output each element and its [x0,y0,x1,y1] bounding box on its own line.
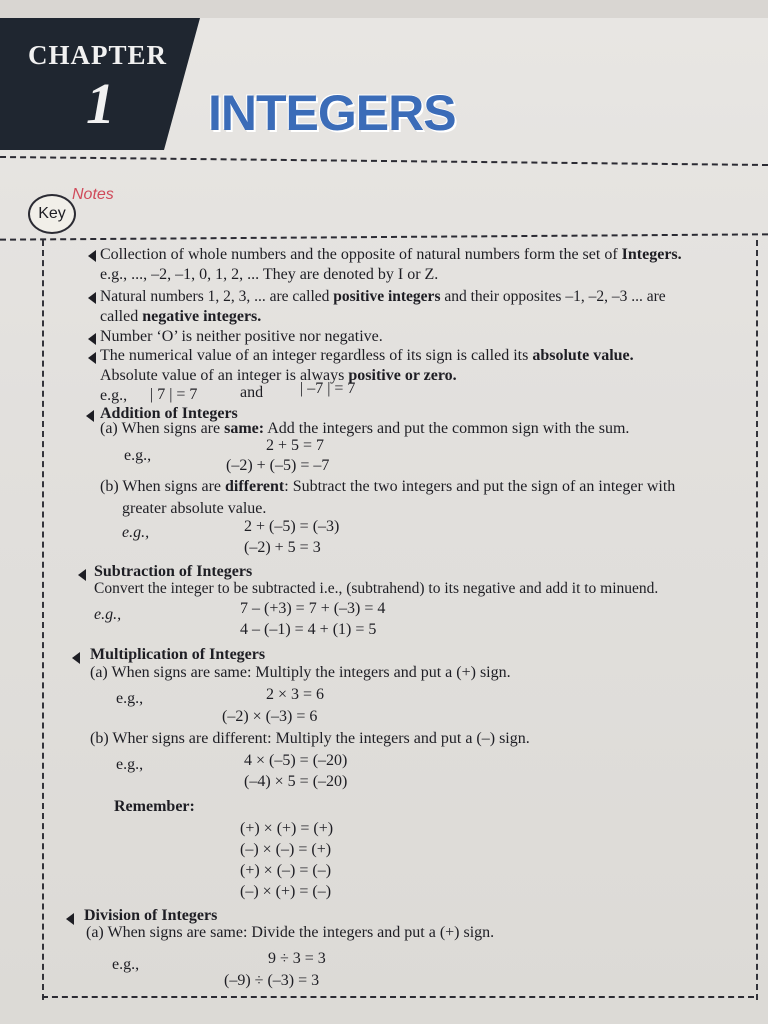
subtraction-heading: Subtraction of Integers [94,563,253,580]
note-integers-definition: Collection of whole numbers and the opposite of natural numbers form the set of Integers. [100,246,682,263]
chapter-label: CHAPTER [28,40,168,70]
sign-rule-3: (+) × (–) = (–) [240,862,332,879]
multiplication-example-4: (–4) × 5 = (–20) [244,773,348,790]
multiplication-same-sign-rule: (a) When signs are same: Multiply the integers and put a (+) sign. [90,664,511,681]
addition-different-sign-rule-cont: greater absolute value. [122,500,267,517]
eg-label: e.g., [94,606,122,623]
eg-label: e.g., [122,524,150,541]
sign-rule-1: (+) × (+) = (+) [240,820,334,837]
division-same-sign-rule: (a) When signs are same: Divide the integers and put a (+) sign. [86,924,495,941]
absolute-example-2: | –7 | = 7 [300,380,356,397]
eg-label: e.g., [116,690,144,707]
bullet-icon [66,913,74,925]
bullet-icon [78,569,86,581]
subtraction-example-1: 7 – (+3) = 7 + (–3) = 4 [240,600,386,617]
multiplication-example-1: 2 × 3 = 6 [266,686,325,703]
note-negative-integers: called negative integers. [100,308,262,325]
eg-label: e.g., [100,387,128,404]
bullet-icon [86,410,94,422]
subtraction-example-2: 4 – (–1) = 4 + (1) = 5 [240,621,377,638]
note-absolute-value-rule: Absolute value of an integer is always positive or zero. [100,367,457,384]
sign-rule-4: (–) × (+) = (–) [240,883,332,900]
addition-different-sign-rule: (b) When signs are different: Subtract the two integers and put the sign of an integer with [100,478,676,495]
notes-label: Notes [72,186,114,203]
eg-label: e.g., [112,956,140,973]
division-heading: Division of Integers [84,907,218,924]
multiplication-example-2: (–2) × (–3) = 6 [222,708,318,725]
key-label: Key [38,205,66,222]
multiplication-different-sign-rule: (b) Wher signs are different: Multiply the integers and put a (–) sign. [90,730,530,747]
absolute-example-1: | 7 | = 7 [150,386,198,403]
addition-example-4: (–2) + 5 = 3 [244,539,321,556]
addition-same-sign-rule: (a) When signs are same: Add the integers and put the common sign with the sum. [100,420,630,437]
addition-example-2: (–2) + (–5) = –7 [226,457,330,474]
note-positive-integers: Natural numbers 1, 2, 3, ... are called positive integers and their opposites –1, –2, –3 ... are [100,288,666,305]
addition-example-3: 2 + (–5) = (–3) [244,518,340,535]
eg-label: e.g., [124,447,152,464]
notes-bottom-border [42,996,754,998]
bullet-icon [88,352,96,364]
chapter-title: INTEGERS [208,85,456,141]
multiplication-example-3: 4 × (–5) = (–20) [244,752,348,769]
bullet-icon [88,292,96,304]
note-zero: Number ‘O’ is neither positive nor negative. [100,328,383,345]
note-absolute-value: The numerical value of an integer regardless of its sign is called its absolute value. [100,347,634,364]
addition-example-1: 2 + 5 = 7 [266,437,325,454]
chapter-number: 1 [86,71,115,136]
remember-heading: Remember: [114,798,195,815]
division-example-1: 9 ÷ 3 = 3 [268,950,326,967]
note-integers-example: e.g., ..., –2, –1, 0, 1, 2, ... They are denoted by I or Z. [100,266,439,283]
and-word: and [240,384,264,401]
key-notes-badge [28,194,76,234]
bullet-icon [88,250,96,262]
addition-heading: Addition of Integers [100,405,238,422]
eg-label: e.g., [116,756,144,773]
sign-rule-2: (–) × (–) = (+) [240,841,332,858]
multiplication-heading: Multiplication of Integers [90,646,266,663]
bullet-icon [72,652,80,664]
subtraction-rule: Convert the integer to be subtracted i.e., (subtrahend) to its negative and add it to minuend. [94,580,659,597]
division-example-2: (–9) ÷ (–3) = 3 [224,972,320,989]
bullet-icon [88,333,96,345]
